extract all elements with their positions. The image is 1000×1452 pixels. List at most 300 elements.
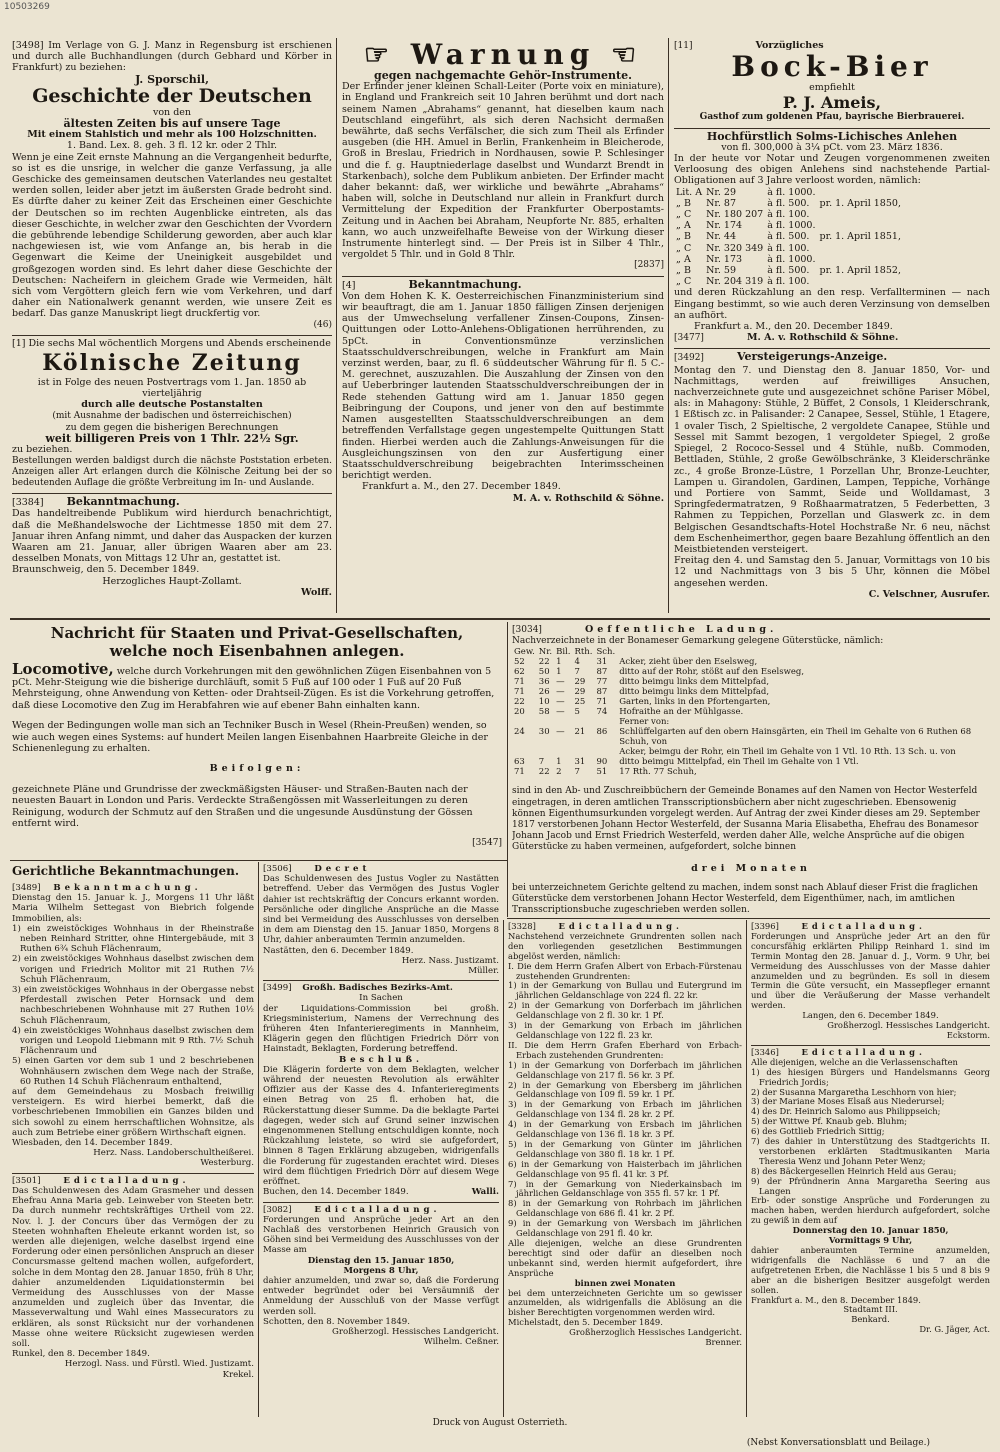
- loan-cell: [817, 276, 902, 287]
- list-item: 1) in der Gemarkung von Dorferbach im jährlichen Geldanschlage von 217 fl. 56 kr. 3 Pf.: [508, 1059, 742, 1080]
- loan-cell: à fl. 500.: [767, 265, 810, 277]
- ad-org: Großh. Badisches Bezirks-Amt.: [302, 983, 453, 994]
- ad-sig: Westerburg.: [200, 1158, 254, 1169]
- loan-cell: à fl. 100.: [767, 242, 810, 254]
- ad-body: Montag den 7. und Dienstag den 8. Januar 1850, Vor- und Nachmittags, werden auf freiwilliges Ansuchen, nachverzeichnete gute und ausgezeichnet schöne Pariser Möbel, als: in Mahagony: Stühle, 2 Büffet, 2 Consols, 1 Kleiderschrank, 1 Eßtisch zc. in Palisander: 2 Canapee, Sessel, Stühle, 1 Etagere, 1 ovaler Tisch, 2 Spieltische, 2 vergoldete Canapee, Stühle und Sessel mit Sammt bezogen, 1 vergoldeter Spiegel, 2 große Spiegel, 2 Rococo-Sessel und 4 Stühle, nußb. Commoden, Bettladen, Stühle, 2 große Gewölbschränke, 3 Kleiderschränke zc., 4 große Bronze-Lüstre, 1 Porzellan Uhr, Bronze-Leuchter, Lampen u. Girandolen, Gardinen, Lampen, Teppiche, Vorhänge und Portiere von Sammt, Seide und Wolldamast, 3 Springfedermatratzen, 9 Roßhaarmatratzen, 5 Federbetten, 3 Rahmen zu Teppichen, Porzellan und Glaswerk zc. in dem Belgischen Gesandtschafts-Hotel Hochstraße Nr. 6 neu, nächst dem Eschenheimerthor, gegen baare Bezahlung öffentlich an den Meistbietenden versteigert.: [674, 364, 990, 555]
- ad-subline: 1. Band. Lex. 8. geh. 3 fl. 12 kr. oder 2 Thlr.: [66, 140, 278, 152]
- field-cell: 71: [514, 687, 525, 698]
- field-cell: 5: [574, 707, 580, 718]
- ad-line: (mit Ausnahme der badischen und österreichischen): [52, 410, 292, 421]
- section-rule: [507, 918, 990, 919]
- field-cell: [594, 717, 617, 727]
- column-gerichtlich-2: [263, 864, 499, 1416]
- ad-place: Nastätten, den 6. December 1849.: [263, 945, 414, 956]
- field-cell: 22: [538, 657, 550, 668]
- field-row: [512, 677, 990, 687]
- column-right-top: [674, 40, 990, 615]
- field-cell: Acker, beimgu der Rohr, ein Theil im Gehalte von 1 Vtl. 10 Rth. 13 Sch. u. von: [619, 747, 956, 758]
- ad-title: Nachricht für Staaten und Privat-Gesellschaften,: [50, 624, 464, 642]
- list-item: 9) der Pfründnerin Anna Margaretha Seering aus Langen: [751, 1175, 990, 1196]
- ad-beilagen: Beifolgen:: [209, 763, 305, 775]
- list-item: II. Die dem Herrn Grafen Eberhard von Erbach-Erbach zustehenden Grundrenten:: [508, 1039, 742, 1060]
- ad-sig: Krekel.: [222, 1369, 254, 1380]
- field-cell: [572, 747, 594, 757]
- field-cell: [537, 717, 554, 727]
- ad-rule: [263, 980, 499, 981]
- ad-body: Wenn je eine Zeit ernste Mahnung an die Vergangenheit bedurfte, so ist es die unsrige, in welcher die ganze Verfassung, ja alle Geschicke des gemeinsamen deutschen Vaterlandes neu gestaltet werden sollen, leider aber jetzt im äußersten Grade bedroht sind. Es dürfte daher zu keiner Zeit das Erscheinen einer Geschichte der Deutschen so im rechten Augenblicke eintreten, als das dieser Geschichte, in welcher zwar den Geschichten der Vvordern die gebührende lebendige Schilderung geworden, aber auch klar nachgewiesen ist, wie vom Anfange an, bis herab in die Gegenwart die Keime der Uneinigkeit ausgebildet und großgezogen worden sind. Es lehrt daher diese Geschichte der Deutschen: Nacheifern in gleichem Grade wie Vermeiden, hält sich vom Vergöttern gleich fern wie vom Verkehren, und darf daher ein Nationalwerk genannt werden, wie unsere Zeit es bedarf. Das ganze Manuskript liegt druckfertig vor.: [12, 151, 332, 320]
- list-item: 3) in der Gemarkung von Erbach im jährlichen Geldanschlage von 134 fl. 28 kr. 2 Pf.: [508, 1099, 742, 1120]
- field-cell: 29: [574, 687, 586, 698]
- ad-sig: M. A. v. Rothschild & Söhne.: [512, 492, 664, 504]
- column-rule: [507, 622, 508, 917]
- list-item: 7) in der Gemarkung von Niederkainsbach im jährlichen Geldanschlage von 355 fl. 57 kr. 1 Pf.: [508, 1178, 742, 1199]
- loan-cell: [817, 209, 902, 220]
- printer-line: Druck von August Osterrieth.: [432, 1418, 568, 1428]
- loan-cell: à fl. 500.: [767, 197, 810, 209]
- ad-body: dahier anberaumten Termine anzumelden, widrigenfalls die Nachlässe 6 und 7 an die aufgetretenen Erben, die Nachlässe 1 bis 5 und 8 bis 9 aber an die bisherigen Besitzer ausgefolgt werden sollen.: [751, 1245, 990, 1295]
- ad-body: Erb- oder sonstige Ansprüche und Forderungen zu machen haben, werden hierdurch aufgefordert, solche zu gewiß in dem auf: [751, 1195, 990, 1226]
- ad-braunschweig: [12, 496, 332, 598]
- ad-title: Bock-Bier: [731, 50, 933, 84]
- list-item: 4) des Dr. Heinrich Salomo aus Philippseich;: [751, 1106, 941, 1117]
- ad-ref: [2837]: [634, 260, 664, 271]
- ad-body: Von dem Hohen K. K. Oesterreichischen Finanzministerium sind wir beauftragt, die am 1. Januar 1850 fälligen Zinsen derjenigen aus der Umwechselung verfallener Zinsen-Coupons, Zinsen-Quittungen oder Lotto-Anlehens-Obligationen herrührenden, zu 5pCt. in Conventionsmünze verzinslichen Staatsschuldverschreibungen, welche in Frankfurt am Main verzinst werden, baar, zu fl. 6 süddeutscher Währung für fl. 5 C.-M. gerechnet, auszuzahlen. Die Auszahlung der Zinsen von den auf Ueberbringer lautenden Staatsschuldverschreibungen der in Rede stehenden Gattung wird am 1. Januar 1850 gegen Beibringung der Coupons, und jener von den auf bestimmte Namen ausgestellten Staatsschuldverschreibungen an dem betreffenden Verfallstage gegen ungestempelte Quittungen Statt finden. Hierbei werden auch die Zahlungs-Anweisungen für die Ausgleichungszinsen von den zur Ausfertigung einer Staatsschuldverschreibung beigebrachten Interimsscheinen berichtigt werden.: [342, 290, 664, 482]
- field-cell: 36: [538, 677, 550, 688]
- ad-line: weit billigeren Preis von 1 Thlr. 22½ Sgr.: [45, 432, 299, 446]
- ad-line: zu dem gegen die bisherigen Berechnungen: [65, 421, 279, 433]
- list-item: 4) in der Gemarkung von Ersbach im jährlichen Geldanschlage von 136 fl. 18 kr. 3 Pf.: [508, 1119, 742, 1140]
- ad-rule: [263, 1202, 499, 1203]
- field-cell: 17 Rth. 77 Schuh,: [619, 767, 697, 778]
- ad-manz-geschichte: [12, 40, 332, 331]
- ad-title: Versteigerungs-Anzeige.: [736, 350, 888, 364]
- field-row: [512, 747, 990, 757]
- ad-body: dahier anzumelden, und zwar so, daß die Forderung entweder begründet oder bei Versäumniß der Anmeldung der Ausschluß von der Masse verfügt werden soll.: [263, 1275, 499, 1317]
- ad-sub: In Sachen: [359, 993, 403, 1004]
- field-cell: ditto beimgu links dem Mittelpfad,: [619, 687, 770, 698]
- ad-subtitle: von fl. 300,000 à 3¼ pCt. vom 23. März 1836.: [721, 141, 943, 153]
- list-item: 2) in der Gemarkung von Ebersberg im jährlichen Geldanschlage von 109 fl. 59 kr. 1 Pf.: [508, 1079, 742, 1100]
- loan-cell: „ B: [676, 197, 691, 209]
- ad-body: Forderungen und Ansprüche jeder Art an den für concursfähig erklärten Philipp Reinhard 1. sind im Termin Montag den 28. Januar d. J., Vorm. 9 Uhr, bei Vermeidung des Ausschlusses von der Masse dahier anzumelden und zu begründen. Es soll in diesem Termin die Güte versucht, ein Massepfleger ernannt und über die Veräußerung der Masse verhandelt werden.: [751, 930, 990, 1011]
- ad-ref: [3547]: [472, 838, 502, 849]
- ad-title: Hochfürstlich Solms-Lichisches Anlehen: [706, 129, 958, 143]
- ad-body: Die Klägerin forderte von dem Beklagten, welcher während der neuesten Revolution als erwählter Offizier aus der Kasse des 4. Infanterieregiments einen Betrag von 25 fl. erhoben hat, die Rückerstattung dieser Summe. Da die beklagte Partei dagegen, weder sich auf Grund seiner inzwischen eingenommenen Stellung entschuldigen konnte, noch Rückzahlung leistete, so wird sie aufgefordert, binnen 8 Tagen Erklärung abzugeben, widrigenfalls die Forderung für zugestanden erachtet wird. Dieses wird dem flüchtigen Friedrich Dörr auf diesem Wege eröffnet.: [263, 1064, 499, 1188]
- field-cell: 24: [514, 727, 525, 738]
- field-cell: 62: [514, 667, 525, 678]
- ad-ref: [3477]: [674, 333, 704, 344]
- loan-row: [674, 187, 903, 198]
- field-cell: 50: [538, 667, 550, 678]
- loan-row: [674, 198, 903, 209]
- field-header-cell: Gew.: [514, 647, 535, 658]
- list-item: 8) des Bäckergesellen Heinrich Held aus Gerau;: [751, 1165, 957, 1176]
- ad-header: [11]: [674, 41, 693, 51]
- pointing-hand-icon: ☜: [611, 40, 643, 71]
- loan-cell: Nr. 87: [706, 197, 737, 209]
- ad-sig: Großherzogl. Hessisches Landgericht.: [827, 1020, 990, 1031]
- ad-sig: Stadtamt III.: [843, 1304, 898, 1315]
- field-cell: Schlüffelgarten auf den obern Hainsgärten, ein Theil im Gehalte von 6 Ruthen 68 Schuh, von: [619, 727, 972, 748]
- field-cell: 10: [538, 697, 550, 708]
- ad-place: Wiesbaden, den 14. December 1849.: [12, 1138, 173, 1149]
- field-cell: 87: [596, 667, 608, 678]
- ad-nachricht-eisenbahn: [12, 624, 502, 860]
- ad-body: der Liquidations-Commission bei großh. Kriegsministerium, Namens der Verrechnung des früheren 4ten Infanterieregiments in Mannheim, Klägerin gegen den flüchtigen Friedrich Dörr von Hainstadt, Beklagten, Forderung betreffend.: [263, 1003, 499, 1055]
- loan-row: [674, 243, 903, 254]
- field-cell: 77: [596, 677, 608, 688]
- ad-place: Frankfurt a. M., den 27. December 1849.: [362, 481, 561, 493]
- ad-title: Bekanntmachung.: [408, 277, 522, 291]
- ad-place: Langen, den 6. December 1849.: [802, 1010, 939, 1021]
- field-cell: 58: [538, 707, 550, 718]
- ad-time: Vormittags 9 Uhr,: [828, 1235, 913, 1246]
- section-title: Gerichtliche Bekanntmachungen.: [12, 864, 240, 878]
- list-item: 6) in der Gemarkung von Haisterbach im jährlichen Geldanschlage von 95 fl. 41 kr. 3 Pf.: [508, 1158, 742, 1179]
- field-cell: 4: [574, 657, 580, 668]
- ad-recommend: empfiehlt: [809, 82, 855, 94]
- ad-versteigerung: [674, 351, 990, 599]
- ad-verlassenschaften: [751, 1048, 990, 1335]
- ad-body: Bestellungen werden baldigst durch die nächste Poststation erbeten. Anzeigen aller Art erlangen durch die Kölnische Zeitung bei der so bedeutenden Auflage die größte Verbreitung im In- und Auslande.: [12, 455, 332, 488]
- ad-address: Gasthof zum goldenen Pfau, bayrische Bierbrauerei.: [699, 112, 965, 123]
- ad-intro: Dienstag den 15. Januar k. J., Morgens 11 Uhr läßt Maria Wilhelm Settegast von Biebrich folgende Immobilien, als:: [12, 893, 254, 924]
- field-cell: Hofraithe an der Mühlgasse.: [619, 707, 744, 718]
- ad-body: Wegen der Bedingungen wolle man sich an Techniker Busch in Wesel (Rhein-Preußen) wenden, so wie auch wegen eines Systems: auf hundert Meilen langen Eisenbahnen Haarbreite Gleiche in der Schienenlegung zu erhalten.: [12, 720, 488, 754]
- field-row: [512, 757, 990, 767]
- field-cell: ditto beimgu Mittelpfad, ein Theil im Gehalte von 1 Vtl.: [619, 757, 859, 768]
- ad-header: [1] Die sechs Mal wöchentlich Morgens und Abends erscheinende: [12, 337, 331, 349]
- loan-cell: Nr. 173: [706, 253, 743, 265]
- field-cell: 29: [574, 677, 586, 688]
- ad-body: Das Schuldenwesen des Justus Vogler zu Nastätten betreffend. Ueber das Vermögen des Justus Vogler dahier ist rechtskräftig der Concurs erkannt worden. Persönliche oder dingliche Ansprüche an die Masse sind bei Vermeidung des Ausschlusses von derselben in dem am Dienstag den 15. Januar 1850, Morgens 8 Uhr, dahier anberaumten Termin anzumelden.: [263, 874, 499, 946]
- loan-cell: Lit. A: [676, 186, 703, 198]
- list-item: 1) in der Gemarkung von Bullau und Eutergrund im jährlichen Geldanschlage von 224 fl. 22 kr.: [508, 980, 742, 1001]
- ad-title: Decret: [314, 864, 371, 874]
- loan-row: [674, 209, 903, 220]
- ad-rule: [751, 1045, 990, 1046]
- list-item: 2) in der Gemarkung von Dorferbach im jährlichen Geldanschlage von 2 fl. 30 kr. 1 Pf.: [508, 1000, 742, 1021]
- ad-rule: [342, 276, 664, 277]
- ad-pre: Vorzügliches: [755, 40, 824, 51]
- field-cell: 71: [514, 767, 525, 778]
- loan-cell: Nr. 59: [706, 265, 737, 277]
- ad-solms-anlehen: [674, 131, 990, 345]
- loan-cell: „ C: [676, 209, 692, 221]
- field-cell: 7: [574, 667, 580, 678]
- ad-subline: Mit einem Stahlstich und mehr als 100 Holzschnitten.: [27, 129, 317, 141]
- ad-vogler: [263, 864, 499, 976]
- ad-sig: C. Velschner, Ausrufer.: [868, 588, 990, 600]
- ad-sig: Müller.: [468, 966, 499, 977]
- column-rule: [336, 38, 337, 613]
- list-item: 3) in der Gemarkung von Erbach im jährlichen Geldanschlage von 122 fl. 23 kr.: [508, 1020, 742, 1040]
- field-row: [512, 707, 990, 717]
- field-cell: 71: [514, 677, 525, 688]
- ad-place: Michelstadt, den 5. December 1849.: [508, 1317, 663, 1328]
- supplement-note: (Nebst Konversationsblatt und Beilage.): [746, 1438, 930, 1448]
- ad-body: In der heute vor Notar und Zeugen vorgenommenen zweiten Verloosung des obigen Anlehens sind nachstehende Partial-Obligationen auf 3 Jahre verloost worden, nämlich:: [674, 153, 990, 187]
- loan-row: [674, 265, 903, 276]
- ad-body: Der Erfinder jener kleinen Schall-Leiter (Porte voix en miniature), in England und Frankreich seit 10 Jahren berühmt und dort nach seinem Namen „Abrahams“ genannt, hat dieselben kaum nach Deutschland eingeführt, als sich deren Nachsicht dermaßen bewährte, daß sechs Verfälscher, die sich zum Theil als Erfinder ausgeben (die HH. Amuel in Berlin, Frankenheim in Bleicherode, Groß in Breslau, Friedrich in Nordhausen, sowie P. Schlesinger und die f. g. Hauptniederlage daselbst und Wundarzt Brendt in Starkenbach), solche dem Publikum anbieten. Der Erfinder macht daher bekannt: daß, wer wirkliche und bewährte „Abrahams“ haben will, solche in Deutschland nur allein in Frankfurt durch Vermittelung der Expedition der Frankfurter Oberpostamts-Zeitung und in Aachen bei Abraham, Neupforte Nr. 885, erhalten kann, wo auch unzweifelhafte Beweise von der Wirkung dieser Instrumente hinterlegt sind. — Der Preis ist in Silber 4 Thlr., vergoldet 5 Thlr. und in Gold 8 Thlr.: [342, 81, 664, 261]
- ad-grausich: [263, 1205, 499, 1348]
- ad-deadline: binnen zwei Monaten: [574, 1277, 676, 1288]
- field-cell: 30: [538, 727, 550, 738]
- ad-place: Frankfurt a. M., den 8. December 1849.: [751, 1294, 921, 1305]
- field-cell: ditto auf der Rohr, stößt auf den Eselsweg,: [619, 667, 805, 678]
- field-cell: [512, 717, 537, 727]
- field-cell: 21: [574, 727, 586, 738]
- ad-title: [342, 40, 664, 70]
- ad-header: [4]: [342, 279, 356, 291]
- ad-sig: Dr. G. Jäger, Act.: [919, 1324, 990, 1335]
- ad-body: Alle diejenigen, welche an diese Grundrenten berechtigt sind oder dafür an dieselben noch unbekannt sind, werden hiermit aufgefordert, ihre Ansprüche: [508, 1238, 742, 1278]
- ad-koelnische-zeitung: [12, 338, 332, 489]
- ad-title: Edictalladung.: [63, 1175, 190, 1186]
- field-cell: [594, 747, 617, 757]
- loan-cell: [817, 187, 902, 198]
- field-cell: 86: [596, 727, 608, 738]
- field-cell: [537, 747, 554, 757]
- ad-sig: Herz. Nass. Landoberschultheißerei.: [93, 1148, 254, 1159]
- ad-title: Edictalladung.: [314, 1204, 441, 1215]
- ad-header: [3346]: [751, 1046, 779, 1057]
- field-cell: 7: [574, 767, 580, 778]
- ad-line: ist in Folge des neuen Postvertrags vom 1. Jan. 1850 ab vierteljährig: [37, 377, 307, 400]
- field-header-row: [512, 647, 990, 657]
- field-cell: 25: [574, 697, 586, 708]
- loan-cell: à fl. 1000.: [767, 220, 816, 232]
- section-rule: [10, 618, 990, 620]
- ad-sig: Herzogl. Nass. und Fürstl. Wied. Justizamt.: [64, 1359, 254, 1370]
- field-cell: 51: [596, 767, 608, 778]
- field-table: [512, 647, 990, 777]
- ad-reinhard: [751, 922, 990, 1041]
- field-cell: Ferner von:: [619, 717, 670, 728]
- list-item: 5) der Wittwe Pf. Knaub geb. Bluhm;: [751, 1116, 908, 1127]
- ad-intro: Nachverzeichnete in der Bonameser Gemarkung gelegene Güterstücke, nämlich:: [512, 636, 884, 647]
- column-rule: [746, 920, 747, 1417]
- ad-sig: Walli.: [471, 1187, 499, 1198]
- ad-title: Edictalladung.: [801, 922, 926, 931]
- ad-sig: M. A. v. Rothschild & Söhne.: [746, 332, 899, 344]
- field-header-cell: Bil.: [556, 647, 571, 658]
- list-item: 4) ein zweistöckiges Wohnhaus daselbst zwischen dem vorigen und Leopold Liebmann mit 9 Rth. 7½ Schuh Flächenraum und: [12, 1025, 254, 1057]
- list-item: 1) des hiesigen Bürgers und Handelsmanns Georg Friedrich Jordis;: [751, 1066, 990, 1087]
- ad-sig: Herzogliches Haupt-Zollamt.: [102, 575, 242, 587]
- loan-cell: pr. 1. April 1850,: [819, 197, 901, 209]
- column-rule: [258, 862, 259, 1417]
- ad-body: Das handeltreibende Publikum wird hierdurch benachrichtigt, daß die Meßhandelswoche der Lichtmesse 1850 mit dem 27. Januar ihren Anfang nimmt, und daher das Auspacken der kurzen Waaren am 21. Januar, aller übrigen Waaren aber am 23. desselben Monats, von Mittags 12 Uhr an, gestattet ist.: [12, 508, 332, 565]
- ad-sig: Wolff.: [301, 586, 332, 598]
- ad-body: bei dem unterzeichneten Gerichte um so gewisser anzumelden, als widrigenfalls die Ablösung an die bisher Berechtigten vorgenommen werden wird.: [508, 1287, 742, 1318]
- column-gerichtlich-3: [508, 922, 742, 1416]
- field-row: [512, 697, 990, 707]
- field-row: [512, 717, 990, 727]
- field-cell: [554, 717, 572, 727]
- field-cell: 31: [574, 757, 586, 768]
- ad-subtitle: gegen nachgemachte Gehör-Instrumente.: [374, 69, 632, 82]
- ad-sig: Benkard.: [851, 1314, 890, 1325]
- field-row: [512, 767, 990, 777]
- ad-oeffentliche-ladung: [512, 624, 990, 918]
- loan-table: [674, 187, 903, 288]
- loan-cell: „ B: [676, 265, 691, 277]
- ad-place: Runkel, den 8. December 1849.: [12, 1349, 150, 1360]
- loan-cell: Nr. 174: [706, 220, 743, 232]
- column-middle-top: [342, 40, 664, 615]
- field-cell: 20: [514, 707, 525, 718]
- field-cell: 74: [596, 707, 608, 718]
- ad-header: [3489]: [12, 883, 41, 893]
- field-cell: —: [556, 727, 565, 738]
- list-item: 8) in der Gemarkung von Rohrbach im jährlichen Geldanschlage von 686 fl. 41 kr. 2 Pf.: [508, 1198, 742, 1219]
- field-cell: —: [556, 687, 565, 698]
- property-list: [12, 924, 254, 1087]
- ad-sig: Eckstorm.: [946, 1029, 990, 1040]
- field-cell: 31: [596, 657, 608, 668]
- field-cell: 87: [596, 687, 608, 698]
- scan-id: 10503269: [4, 2, 50, 12]
- loan-row: [674, 231, 903, 242]
- ad-grasmeher: [12, 1176, 254, 1380]
- field-cell: 26: [538, 687, 550, 698]
- ad-body: Das Schuldenwesen des Adam Grasmeher und dessen Ehefrau Anna Maria geb. Leinweber von Steeten betr. Da durch nunmehr rechtskräftiges Urtheil vom 22. Nov. l. J. der Concurs über das Vermögen der zu Steeten wohnhaften Eheleute erkannt worden ist, so werden alle diejenigen, welche daselbst irgend eine Forderung oder einen persönlichen Anspruch an dieser Concursmasse geltend machen wollen, aufgefordert, solche in dem Montag den 28. Januar 1850, früh 8 Uhr, dahier anzumeldenden Liquidationstermin bei Vermeidung des Ausschlusses von der Masse anzumelden und zugleich über das Inventar, die Masseverwaltung und Wahl eines Massecurators zu erklären, als sonst Rücksicht nur der vorhandenen Masse ohne weitere Rücksicht zugewiesen werden soll.: [12, 1185, 254, 1349]
- ad-title: Bekanntmachung.: [53, 883, 202, 893]
- ad-place: Schotten, den 8. November 1849.: [263, 1316, 410, 1327]
- list-item: I. Die dem Herrn Grafen Albert von Erbach-Fürstenau zustehenden Grundrenten:: [508, 960, 742, 981]
- ad-subline: ältesten Zeiten bis auf unsere Tage: [63, 117, 281, 131]
- loan-cell: à fl. 500.: [767, 231, 810, 243]
- ad-sig: Großherzoglich Hessisches Landgericht.: [569, 1327, 742, 1338]
- ad-lead: Locomotive,: [12, 660, 114, 678]
- ad-sig: Brenner.: [705, 1337, 742, 1348]
- loan-cell: à fl. 1000.: [767, 186, 816, 198]
- pointing-hand-icon: ☞: [363, 40, 395, 71]
- ad-title: Kölnische Zeitung: [42, 350, 302, 377]
- loan-cell: à fl. 100.: [767, 209, 810, 221]
- loan-cell: à fl. 1000.: [767, 253, 816, 265]
- list-item: 7) des dahier in Unterstützung des Stadtgerichts II. verstorbenen erklärten Stadtmusikanten Maria Theresia Wenz und Johann Peter Wenz;: [751, 1136, 990, 1166]
- loan-cell: Nr. 204 319: [706, 276, 764, 288]
- loan-cell: Nr. 320 349: [706, 242, 764, 254]
- ad-header: [3082]: [263, 1204, 292, 1215]
- list-item: 5) in der Gemarkung von Günter im jährlichen Geldanschlage von 380 fl. 18 kr. 1 Pf.: [508, 1138, 742, 1159]
- field-row: [512, 657, 990, 667]
- ad-header: [3396]: [751, 922, 779, 931]
- loan-cell: [817, 220, 902, 231]
- ad-header: [3498] Im Verlage von G. J. Manz in Regensburg ist erschienen und durch alle Buchhandlungen (durch Gebhard und Körber in Frankfurt) zu beziehen:: [12, 40, 332, 74]
- loan-row: [674, 220, 903, 231]
- ad-sig: Herz. Nass. Justizamt.: [401, 955, 499, 966]
- ad-deadline: drei Monaten: [691, 862, 811, 874]
- ad-title: Oeffentliche Ladung.: [584, 624, 778, 635]
- field-cell: Garten, links in den Pfortengarten,: [619, 697, 771, 708]
- ad-rothschild-zinsen: [342, 279, 664, 504]
- ad-tail: und deren Rückzahlung an den resp. Verfallterminen — nach Eingang bestimmt, so wie auch deren Verzinsung von demselben an aufhört.: [674, 287, 990, 321]
- ad-time: Morgens 8 Uhr,: [343, 1265, 419, 1276]
- loan-cell: [817, 254, 902, 265]
- ad-body: Forderungen und Ansprüche jeder Art an den Nachlaß des verstorbenen Heinrich Grausich von Göhen sind bei Vermeidung des Ausschlusses von der Masse am: [263, 1214, 499, 1256]
- ad-header: [3499]: [263, 983, 292, 994]
- field-cell: Acker, zieht über den Eselsweg,: [619, 657, 758, 668]
- ad-date: Donnerstag den 10. Januar 1850,: [792, 1225, 949, 1236]
- ad-sig: Wilhelm. Ceßner.: [423, 1337, 499, 1348]
- ad-title-text: Warnung: [410, 40, 596, 71]
- field-header-cell: Nr.: [538, 647, 553, 658]
- ad-line: zu beziehen.: [12, 444, 73, 456]
- list-item: 3) ein zweistöckiges Wohnhaus in der Obergasse nebst Pferdestall zwischen Peter Hornsack und dem nachbeschriebenen Wohnhause mit 27 Ruthen 10½ Schuh Flächenraum,: [12, 985, 254, 1026]
- list-item: 9) in der Gemarkung von Wersbach im jährlichen Geldanschlage von 291 fl. 40 kr.: [508, 1218, 742, 1239]
- ad-body: auf dem Gemeindehaus zu Mosbach freiwillig versteigern. Es wird hierbei bemerkt, daß die vorbeschriebenen Immobilien ein Ganzes bilden und sich sowohl zu einem herrschaftlichen Wohnsitze, als auch zum Betriebe einer größern Wirthschaft eignen.: [12, 1087, 254, 1138]
- ad-rule: [12, 1173, 254, 1174]
- ad-body: sind in den Ab- und Zuschreibbüchern der Gemeinde Bonames auf den Namen von Hector Westerfeld eingetragen, in deren amtlichen Transscriptionsbüchern aber nicht zugeschrieben. Ebensowenig können Eigenthumsurkunden vorgelegt werden. Auf Antrag der zwei Kinder dieses am 29. September 1817 verstorbenen Johann Hector Westerfeld, der Susanna Maria Elisabetha, Ehefrau des Bonamesor Johann Jacob und Ernst Friedrich Westerfeld, werden daher Alle, welche Ansprüche auf die obigen Güterstücke zu haben vermeinen, aufgefordert, solche binnen: [512, 786, 980, 853]
- field-cell: 1: [556, 667, 562, 678]
- ad-rule: [674, 128, 990, 129]
- field-header-cell: Rth.: [574, 647, 593, 658]
- ad-beschluss: Beschluß.: [338, 1054, 424, 1065]
- ad-subline: von den: [152, 106, 192, 118]
- field-cell: 22: [514, 697, 525, 708]
- field-cell: —: [556, 697, 565, 708]
- ad-header: [3034]: [512, 625, 542, 635]
- ad-header: [3492]: [674, 353, 704, 364]
- ad-place: Frankfurt a. M., den 20. December 1849.: [694, 321, 893, 333]
- field-cell: [512, 747, 537, 757]
- ad-ref: (46): [313, 319, 332, 330]
- list-item: 1) ein zweistöckiges Wohnhaus in der Rheinstraße neben Reinhard Stritter, ohne Hintergebäude, mit 3 Ruthen 6¾ Schuh Flächenraum,: [12, 923, 254, 955]
- field-cell: 7: [538, 757, 545, 768]
- column-rule: [668, 38, 669, 613]
- field-cell: —: [556, 677, 565, 688]
- column-left-top: [12, 40, 332, 615]
- estate-list: [751, 1068, 990, 1197]
- ad-warnung: [342, 40, 664, 272]
- ad-header: [3501]: [12, 1175, 41, 1186]
- loan-cell: Nr. 44: [706, 231, 737, 243]
- ad-intro: Alle diejenigen, welche an die Verlassenschaften: [751, 1056, 958, 1067]
- ad-body: Freitag den 4. und Samstag den 5. Januar, Vormittags von 10 bis 12 und Nachmittags von 3 bis 5 Uhr, können die Möbel angesehen werden.: [674, 555, 990, 589]
- ad-header: [3384]: [12, 497, 44, 509]
- column-rule: [503, 920, 504, 1417]
- field-cell: 22: [538, 767, 550, 778]
- field-row: [512, 727, 990, 747]
- list-item: 3) der Mariane Moses Elsaß aus Niederursel;: [751, 1096, 945, 1107]
- field-cell: 63: [514, 757, 525, 768]
- ad-bockbier: [674, 40, 990, 124]
- ad-header: [3506]: [263, 864, 292, 874]
- list-item: 2) ein zweistöckiges Wohnhaus daselbst zwischen dem vorigen und Friedrich Molitor mit 21 Ruthen 7½ Schuh Flächenraum,: [12, 954, 254, 985]
- list-item: 2) der Susanna Margaretha Leschhorn von hier;: [751, 1086, 957, 1097]
- field-header-cell: Sch.: [596, 647, 616, 658]
- loan-cell: pr. 1. April 1851,: [819, 231, 901, 243]
- field-cell: ditto beimgu links dem Mittelpfad,: [619, 677, 770, 688]
- loan-cell: „ A: [676, 253, 691, 265]
- list-item: 5) einen Garten vor dem sub 1 und 2 beschriebenen Wohnhäusern zwischen dem Wege nach der Straße, 60 Ruthen 14 Schuh Flächenraum enthaltend,: [12, 1056, 254, 1087]
- rent-list: [508, 962, 742, 1239]
- ad-body: bei unterzeichnetem Gerichte geltend zu machen, indem sonst nach Ablauf dieser Frist die fraglichen Güterstücke dem verstorbenen Johann Hector Westerfeld, dem Eigenthümer, nach, im amtlichen Transscriptionsbuche zugeschrieben werden sollen.: [512, 882, 978, 916]
- field-cell: 90: [596, 757, 608, 768]
- ad-author: J. Sporschil,: [135, 72, 209, 86]
- ad-title: welche noch Eisenbahnen anlegen.: [109, 642, 405, 660]
- ad-title: Bekanntmachung.: [66, 495, 180, 509]
- field-cell: 1: [556, 657, 562, 668]
- loan-cell: Nr. 29: [706, 186, 737, 198]
- loan-cell: „ B: [676, 231, 691, 243]
- ad-rule: [12, 493, 332, 494]
- ad-place: Buchen, den 14. December 1849.: [263, 1187, 409, 1198]
- field-cell: 2: [556, 767, 562, 778]
